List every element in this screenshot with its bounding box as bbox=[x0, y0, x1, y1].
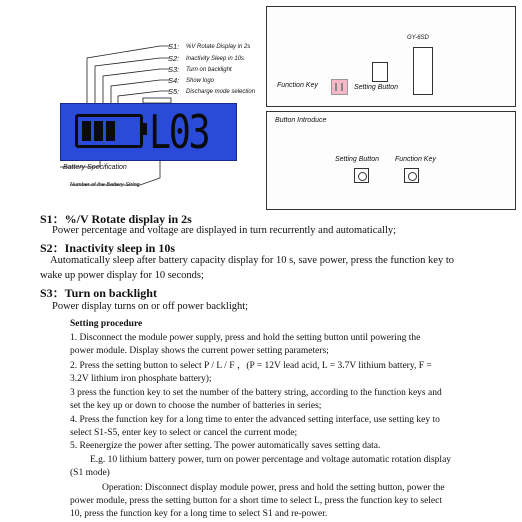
model-label: GY-6SD bbox=[407, 35, 429, 41]
s3-desc: Turn on backlight bbox=[186, 67, 232, 73]
s4-desc: Show logo bbox=[186, 78, 215, 84]
board-top-view bbox=[266, 6, 516, 107]
battery-cell bbox=[94, 121, 103, 141]
function-key-connector bbox=[331, 79, 348, 95]
setting-button-switch bbox=[372, 62, 388, 82]
procedure-line: 5. Reenergize the power after setting. The power automatically saves setting data. bbox=[70, 441, 381, 451]
s3-label: S3: bbox=[168, 65, 180, 74]
button-introduce-title: Button Introduce bbox=[275, 117, 327, 124]
battery-cell bbox=[82, 121, 91, 141]
procedure-line: 3 press the function key to set the number of the battery string, according to the function keys and bbox=[70, 388, 442, 398]
procedure-line: Operation: Disconnect display module power, press and hold the setting button, power the bbox=[102, 483, 445, 493]
s5-label: S5: bbox=[168, 87, 180, 96]
s1-label: S1: bbox=[168, 42, 180, 51]
battery-string-label: Number of the Battery String bbox=[70, 182, 140, 188]
s3-heading: S3：Turn on backlight bbox=[40, 286, 157, 300]
procedure-title: Setting procedure bbox=[70, 319, 143, 329]
setting-button-label: Setting Button bbox=[354, 84, 398, 91]
s4-label: S4: bbox=[168, 76, 180, 85]
procedure-line: 3.2V lithium iron phosphate battery); bbox=[70, 374, 212, 384]
function-key-label: Function Key bbox=[277, 82, 318, 89]
setting-button-icon bbox=[354, 168, 369, 183]
procedure-line: set the key up or down to choose the number of batteries in series; bbox=[70, 401, 322, 411]
s2-label: S2: bbox=[168, 54, 180, 63]
procedure-line: 2. Press the setting button to select P / L / F ，(P = 12V lead acid, L = 3.7V lithium battery, F = bbox=[70, 361, 432, 371]
battery-tip bbox=[142, 123, 147, 135]
lcd-code: L03 bbox=[149, 105, 209, 159]
procedure-line: power module. Display shows the current power setting parameters; bbox=[70, 346, 329, 356]
s5-desc: Discharge mode selection bbox=[186, 89, 256, 95]
procedure-line: (S1 mode) bbox=[70, 468, 110, 478]
s2-desc: Inactivity Sleep in 10s bbox=[186, 56, 245, 62]
procedure-line: 1. Disconnect the module power supply, press and hold the setting button until powering the bbox=[70, 333, 421, 343]
button-introduce-panel bbox=[266, 111, 516, 210]
battery-cell bbox=[106, 121, 115, 141]
battery-icon bbox=[75, 114, 143, 148]
procedure-line: power module, press the setting button for a short time to select L, press the function key to select bbox=[70, 496, 442, 506]
s1-heading: S1：%/V Rotate display in 2s bbox=[40, 212, 192, 226]
s1-desc: %V Rotate Display in 2s bbox=[186, 44, 251, 50]
lcd-display bbox=[60, 103, 237, 161]
function-key-label-2: Function Key bbox=[395, 156, 436, 163]
s2-body-2: wake up power display for 10 seconds; bbox=[40, 270, 204, 281]
procedure-line: select S1-S5, enter key to select or cancel the current mode; bbox=[70, 428, 298, 438]
s1-body: Power percentage and voltage are displayed in turn recurrently and automatically; bbox=[52, 225, 397, 236]
procedure-line: 4. Press the function key for a long time to enter the advanced setting interface, use setting key to bbox=[70, 415, 440, 425]
procedure-line: E.g. 10 lithium battery power, turn on power percentage and voltage automatic rotation display bbox=[90, 455, 452, 465]
s2-body-1: Automatically sleep after battery capacity display for 10 s, save power, press the function key to bbox=[50, 255, 454, 266]
battery-spec-label: Battery Specification bbox=[63, 164, 127, 171]
function-key-icon bbox=[404, 168, 419, 183]
s2-heading: S2：Inactivity sleep in 10s bbox=[40, 241, 176, 255]
procedure-line: 10, press the function key for a long time to select S1 and re-power. bbox=[70, 509, 328, 519]
setting-button-label-2: Setting Button bbox=[335, 156, 379, 163]
header-connector bbox=[413, 47, 433, 95]
s3-body: Power display turns on or off power backlight; bbox=[52, 301, 249, 312]
module-diagram bbox=[0, 0, 522, 208]
